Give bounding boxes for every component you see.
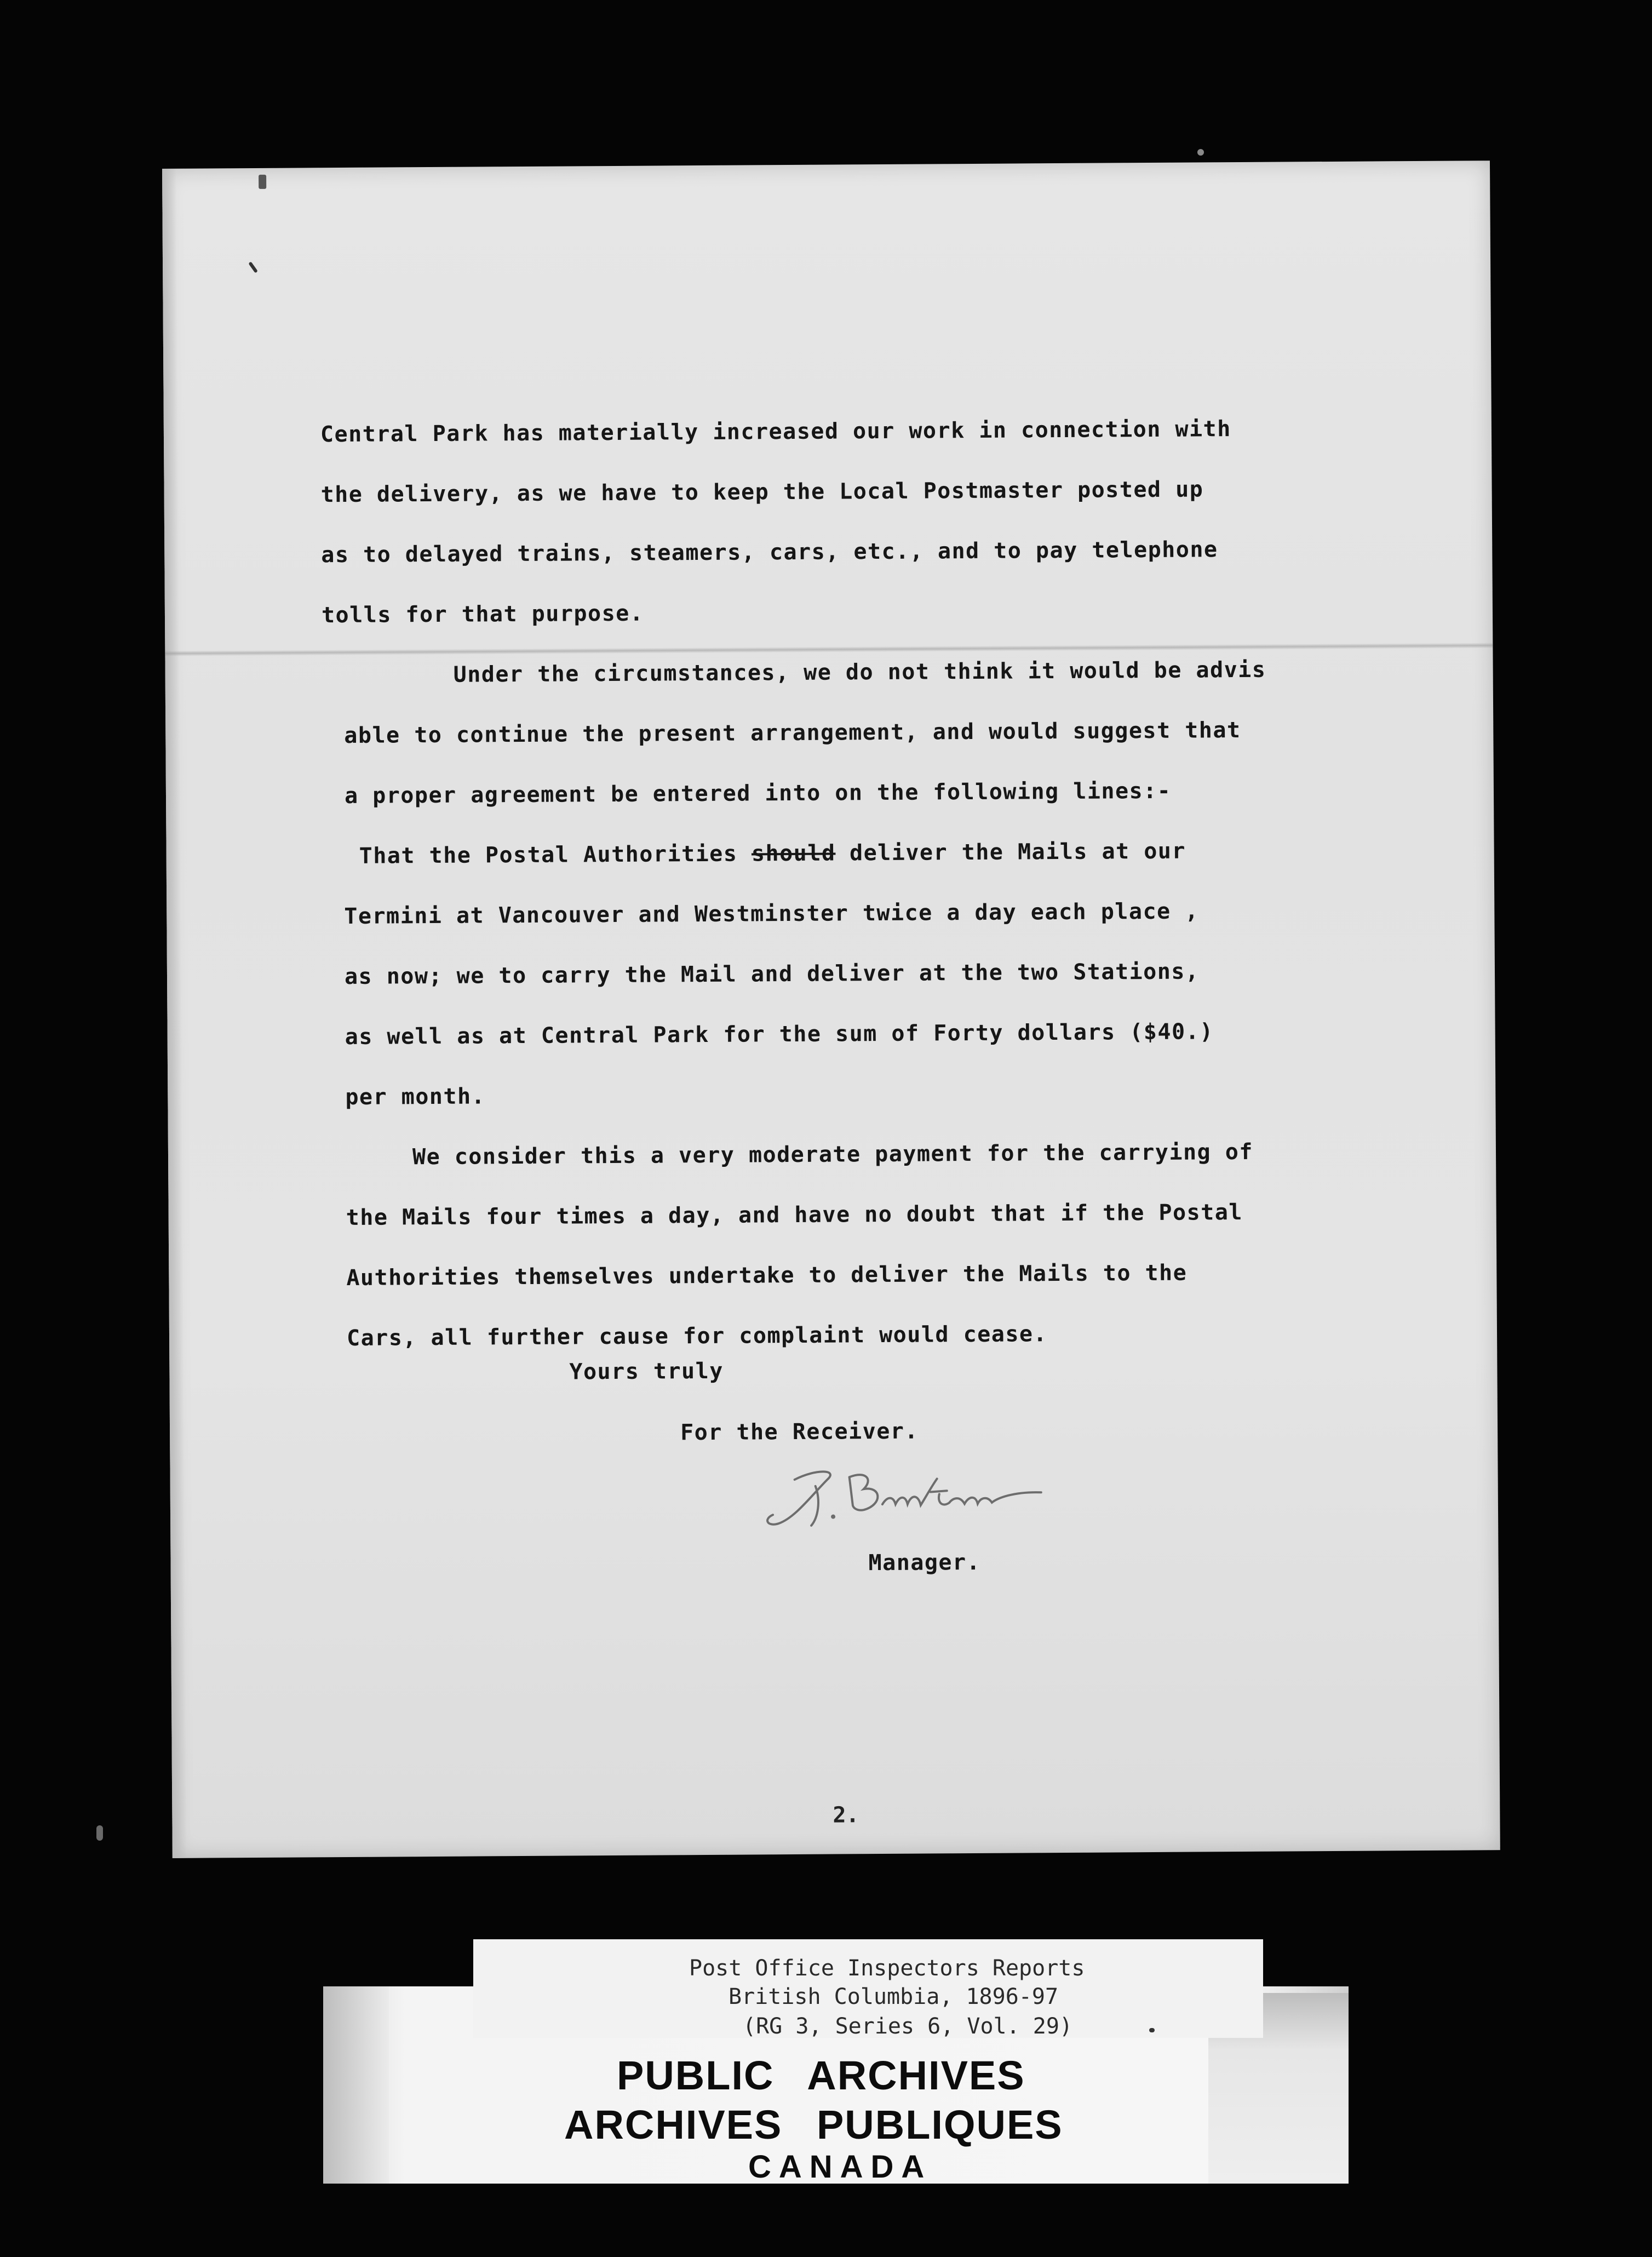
letter-body xyxy=(320,398,1416,1368)
text-line xyxy=(323,820,1413,886)
text-line: We consider this a very moderate payment for the carrying of xyxy=(412,1139,1254,1170)
reference-line: (RG 3, Series 6, Vol. 29) xyxy=(743,2014,1073,2039)
institution-name-english: PUBLIC ARCHIVES xyxy=(617,2053,1025,2098)
text-line: Central Park has materially increased our work in connection with xyxy=(320,416,1231,448)
text-line: a proper agreement be entered into on the following lines:- xyxy=(344,778,1172,809)
text-line: as well as at Central Park for the sum of Forty dollars ($40.) xyxy=(345,1019,1214,1050)
film-speck xyxy=(96,1825,103,1841)
institution-country: CANADA xyxy=(748,2149,932,2185)
text-line: per month. xyxy=(345,1084,486,1110)
page-blemish xyxy=(259,175,266,189)
text-segment: That the Postal Authorities xyxy=(359,841,752,869)
text-line: as to delayed trains, steamers, cars, etc., and to pay telephone xyxy=(321,537,1218,568)
handwritten-signature xyxy=(756,1456,1063,1540)
for-receiver-line: For the Receiver. xyxy=(680,1418,919,1446)
text-line: Termini at Vancouver and Westminster twice a day each place , xyxy=(344,898,1199,929)
struck-word: should xyxy=(751,840,836,867)
text-segment: deliver the Mails at our xyxy=(835,838,1186,866)
institution-name-french: ARCHIVES PUBLIQUES xyxy=(564,2102,1063,2147)
text-line: the Mails four times a day, and have no doubt that if the Postal xyxy=(346,1199,1243,1230)
text-line: able to continue the present arrangement, and would suggest that xyxy=(344,717,1241,748)
text-line: tolls for that purpose. xyxy=(321,600,644,628)
text-line: the delivery, as we have to keep the Local Postmaster posted up xyxy=(320,477,1204,508)
label-speck xyxy=(1149,2028,1155,2032)
page-blemish xyxy=(248,261,258,273)
letter-page xyxy=(162,161,1500,1858)
page-number: 2. xyxy=(833,1802,859,1828)
reference-line: Post Office Inspectors Reports xyxy=(689,1956,1085,1981)
text-line: Authorities themselves undertake to deliver the Mails to the xyxy=(346,1260,1188,1291)
text-line: Cars, all further cause for complaint would cease. xyxy=(346,1321,1048,1351)
reference-line: British Columbia, 1896-97 xyxy=(729,1984,1059,2009)
film-speck xyxy=(1197,149,1204,156)
text-line: as now; we to carry the Mail and deliver at the two Stations, xyxy=(344,959,1200,989)
page-edge-shadow xyxy=(162,169,187,1858)
text-line: Under the circumstances, we do not think it would be advis xyxy=(453,657,1266,688)
closing-salutation: Yours truly xyxy=(569,1358,724,1385)
signatory-title: Manager. xyxy=(868,1549,981,1576)
label-tab-left xyxy=(323,1986,389,2184)
